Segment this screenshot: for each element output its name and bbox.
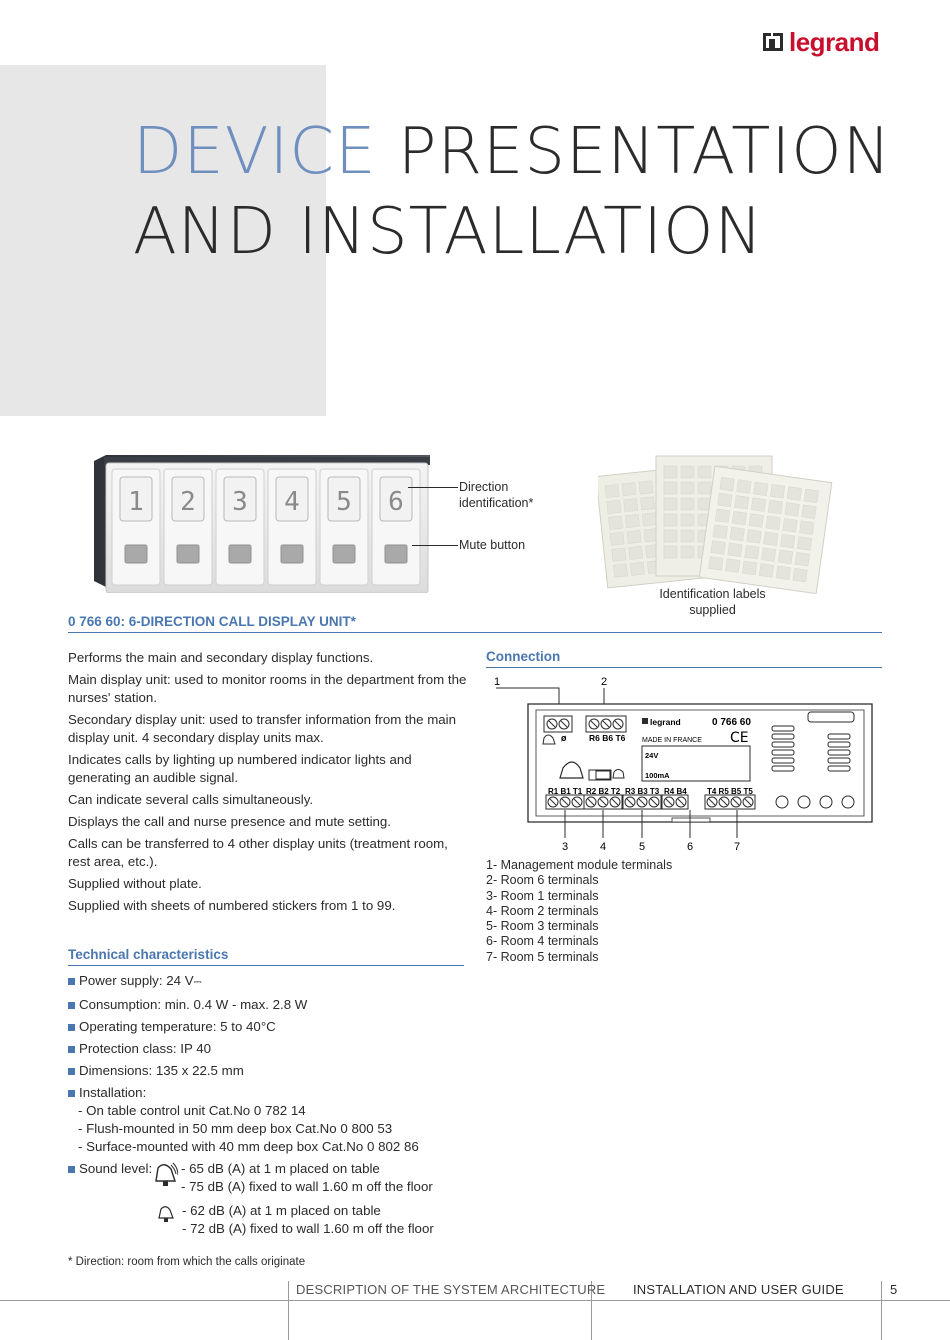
sticker (742, 561, 757, 575)
module-voltage: 24V (645, 751, 659, 760)
bullet-icon (68, 1090, 75, 1097)
sticker (607, 500, 621, 513)
sticker (625, 514, 639, 527)
mute-button (281, 545, 303, 563)
mute-button (333, 545, 355, 563)
spec-consumption (68, 996, 468, 1014)
direction-callout-line2: identification* (459, 496, 534, 510)
spec-sound-quiet (68, 1202, 468, 1238)
display-unit-picture (94, 455, 430, 593)
sticker (785, 503, 800, 517)
footer-section-title: DESCRIPTION OF THE SYSTEM ARCHITECTURE (296, 1282, 606, 1297)
sound-loud-line: - 75 dB (A) fixed to wall 1.60 m off the floor (181, 1179, 433, 1194)
installation-item: - Surface-mounted with 40 mm deep box Cat.No 0 802 86 (78, 1139, 419, 1154)
spec-protection-text: Protection class: IP 40 (79, 1041, 212, 1056)
mute-button (229, 545, 251, 563)
identification-labels-picture (598, 452, 834, 598)
sticker (709, 556, 724, 570)
sticker (613, 564, 627, 577)
sticker (715, 509, 730, 523)
callout-number: 3 (561, 841, 569, 853)
direction-digit: 2 (180, 487, 196, 517)
labels-caption-line1: Identification labels (659, 587, 766, 601)
sticker (776, 566, 791, 580)
callout-number-2: 2 (601, 676, 608, 688)
spec-power-text: Power supply: 24 V (79, 973, 194, 988)
direction-digit: 4 (284, 487, 300, 517)
sound-quiet-line: - 62 dB (A) at 1 m placed on table (182, 1203, 381, 1218)
sticker (764, 532, 779, 546)
spec-power (68, 972, 468, 992)
sticker (728, 543, 743, 557)
sticker (734, 495, 749, 509)
sticker (725, 559, 740, 573)
description-paragraph: Main display unit: used to monitor rooms in the department from the nurses' station. (68, 672, 467, 705)
description-paragraph: Indicates calls by lighting up numbered indicator lights and generating an audible signal. (68, 752, 412, 785)
loud-buzzer-icon (154, 1162, 178, 1192)
sticker (664, 466, 677, 478)
sticker (778, 550, 793, 564)
terminal-group-label: R2 B2 T2 (586, 787, 621, 796)
sticker (664, 514, 677, 526)
bullet-icon (68, 1166, 75, 1173)
sticker (804, 489, 819, 503)
sticker (802, 505, 817, 519)
sticker (629, 546, 643, 559)
mute-button (177, 545, 199, 563)
sound-quiet-line: - 72 dB (A) fixed to wall 1.60 m off the floor (182, 1221, 434, 1236)
terminal-group-label: T4 R5 B5 T5 (707, 787, 753, 796)
product-heading: 0 766 60: 6-DIRECTION CALL DISPLAY UNIT* (68, 614, 356, 629)
sticker (787, 487, 802, 501)
sticker (720, 477, 735, 491)
sticker (664, 546, 677, 558)
direction-digit: 6 (388, 487, 404, 517)
bullet-icon (68, 1068, 75, 1075)
spec-sound-level-text: Sound level: (79, 1161, 153, 1176)
sticker (711, 541, 726, 555)
sticker (797, 537, 812, 551)
callout-number: 6 (686, 841, 694, 853)
sticker (624, 498, 638, 511)
sticker (608, 516, 622, 529)
sticker (718, 493, 733, 507)
mute-button (385, 545, 407, 563)
direction-callout-line1: Direction (459, 480, 509, 494)
sticker (800, 521, 815, 535)
quiet-buzzer-icon (158, 1204, 176, 1224)
sticker (761, 548, 776, 562)
installation-item: - Flush-mounted in 50 mm deep box Cat.No 0 800 53 (78, 1121, 393, 1136)
direction-callout-line (408, 487, 458, 488)
zero-symbol: ø (561, 733, 567, 743)
connection-heading-rule (486, 667, 882, 668)
bullet-icon (68, 1002, 75, 1009)
spec-dimensions (68, 1062, 468, 1080)
connection-heading: Connection (486, 649, 561, 664)
sticker (730, 527, 745, 541)
installation-item: - On table control unit Cat.No 0 782 14 (78, 1103, 306, 1118)
connection-diagram (486, 672, 882, 858)
legend-item: 3- Room 1 terminals (486, 888, 599, 903)
labels-caption (640, 586, 785, 618)
sticker (627, 530, 641, 543)
direction-callout (459, 479, 533, 511)
direction-digit: 3 (232, 487, 248, 517)
module-made-in: MADE IN FRANCE (642, 737, 702, 744)
mute-button (125, 545, 147, 563)
callout-number: 4 (599, 841, 607, 853)
footer-guide-title: INSTALLATION AND USER GUIDE (633, 1282, 844, 1297)
description-paragraph: Performs the main and secondary display functions. (68, 650, 374, 665)
legrand-logo-mark-icon (761, 30, 785, 54)
sticker (681, 482, 694, 494)
spec-dimensions-text: Dimensions: 135 x 22.5 mm (79, 1063, 244, 1078)
sticker (612, 548, 626, 561)
title-line1-rest: PRESENTATION (376, 115, 892, 189)
labels-caption-line2: supplied (689, 603, 736, 617)
sticker (622, 483, 636, 496)
spec-installation (68, 1084, 468, 1102)
sticker (749, 514, 764, 528)
sticker (795, 552, 810, 566)
mute-callout-line (412, 545, 458, 546)
terminal-group-label: R3 B3 T3 (625, 787, 660, 796)
sticker (732, 511, 747, 525)
bullet-icon (68, 1024, 75, 1031)
callout-number: 7 (733, 841, 741, 853)
connection-legend (486, 858, 672, 965)
sticker (610, 532, 624, 545)
sticker (681, 530, 694, 542)
footnote: * Direction: room from which the calls originate (68, 1256, 306, 1268)
sticker (783, 518, 798, 532)
description-paragraph: Secondary display unit: used to transfer information from the main display unit. 4 secondary display units max. (68, 712, 457, 745)
logo-wordmark: legrand (789, 27, 880, 57)
sticker (768, 500, 783, 514)
title-accent-word: DEVICE (133, 115, 377, 189)
sticker (681, 466, 694, 478)
legend-item: 1- Management module terminals (486, 858, 673, 872)
sticker (681, 546, 694, 558)
sticker (630, 562, 644, 575)
sticker (745, 545, 760, 559)
dc-symbol: ⎓ (193, 977, 202, 988)
sticker (713, 525, 728, 539)
sticker (641, 497, 655, 510)
sticker (664, 498, 677, 510)
sticker (698, 482, 711, 494)
sticker (737, 480, 752, 494)
sticker (780, 534, 795, 548)
spec-temperature-text: Operating temperature: 5 to 40°C (79, 1019, 276, 1034)
page-title (133, 112, 891, 272)
mute-callout: Mute button (459, 538, 526, 552)
sticker (759, 564, 774, 578)
legend-item: 6- Room 4 terminals (486, 934, 599, 949)
sticker (766, 516, 781, 530)
module-brand: legrand (650, 717, 681, 727)
sticker (605, 484, 619, 497)
description-paragraph: Calls can be transferred to 4 other display units (treatment room, rest area, etc.). (68, 836, 448, 869)
sticker (793, 568, 808, 582)
description-paragraph: Displays the call and nurse presence and mute setting. (68, 814, 392, 829)
page-number: 5 (890, 1282, 898, 1297)
bullet-icon (68, 1046, 75, 1053)
sticker (698, 466, 711, 478)
direction-digit: 5 (336, 487, 352, 517)
ce-mark: CE (730, 730, 749, 746)
description-paragraph: Supplied without plate. (68, 876, 202, 891)
product-heading-rule (68, 632, 882, 633)
footer-rule (0, 1300, 950, 1301)
sound-loud-line: - 65 dB (A) at 1 m placed on table (181, 1161, 380, 1176)
sticker (664, 482, 677, 494)
sticker (639, 481, 653, 494)
legend-item: 7- Room 5 terminals (486, 949, 599, 964)
bullet-icon (68, 978, 75, 985)
spec-protection (68, 1040, 468, 1058)
description-paragraph: Can indicate several calls simultaneously. (68, 792, 314, 807)
spec-consumption-text: Consumption: min. 0.4 W - max. 2.8 W (79, 997, 308, 1012)
footer-divider (288, 1281, 289, 1340)
technical-heading: Technical characteristics (68, 947, 229, 962)
module-current: 100mA (645, 771, 670, 780)
sticker (751, 498, 766, 512)
technical-heading-rule (68, 965, 464, 966)
spec-installation-text: Installation: (79, 1085, 147, 1100)
sticker (753, 482, 768, 496)
module-ref: 0 766 60 (712, 717, 751, 728)
spec-sound-level (68, 1160, 468, 1196)
footer-divider (881, 1281, 882, 1340)
sticker (747, 530, 762, 544)
legend-item: 5- Room 3 terminals (486, 919, 599, 934)
sticker (664, 530, 677, 542)
callout-number: 5 (638, 841, 646, 853)
sticker (642, 513, 656, 526)
description-paragraph: Supplied with sheets of numbered stickers from 1 to 99. (68, 898, 396, 913)
legend-item: 2- Room 6 terminals (486, 873, 599, 888)
title-line2: AND INSTALLATION (133, 195, 764, 269)
description-text (68, 649, 468, 919)
sticker (770, 484, 785, 498)
sticker (681, 514, 694, 526)
spec-temperature (68, 1018, 468, 1036)
callout-number-1: 1 (494, 676, 501, 688)
terminal-group-label: R1 B1 T1 (548, 787, 583, 796)
legrand-logo (761, 26, 879, 58)
terminal-group-label: R4 B4 (664, 787, 687, 796)
direction-digit: 1 (128, 487, 144, 517)
technical-list (68, 972, 468, 1238)
legend-item: 4- Room 2 terminals (486, 903, 599, 918)
room6-terminal-labels: R6 B6 T6 (589, 733, 626, 743)
sticker (681, 498, 694, 510)
